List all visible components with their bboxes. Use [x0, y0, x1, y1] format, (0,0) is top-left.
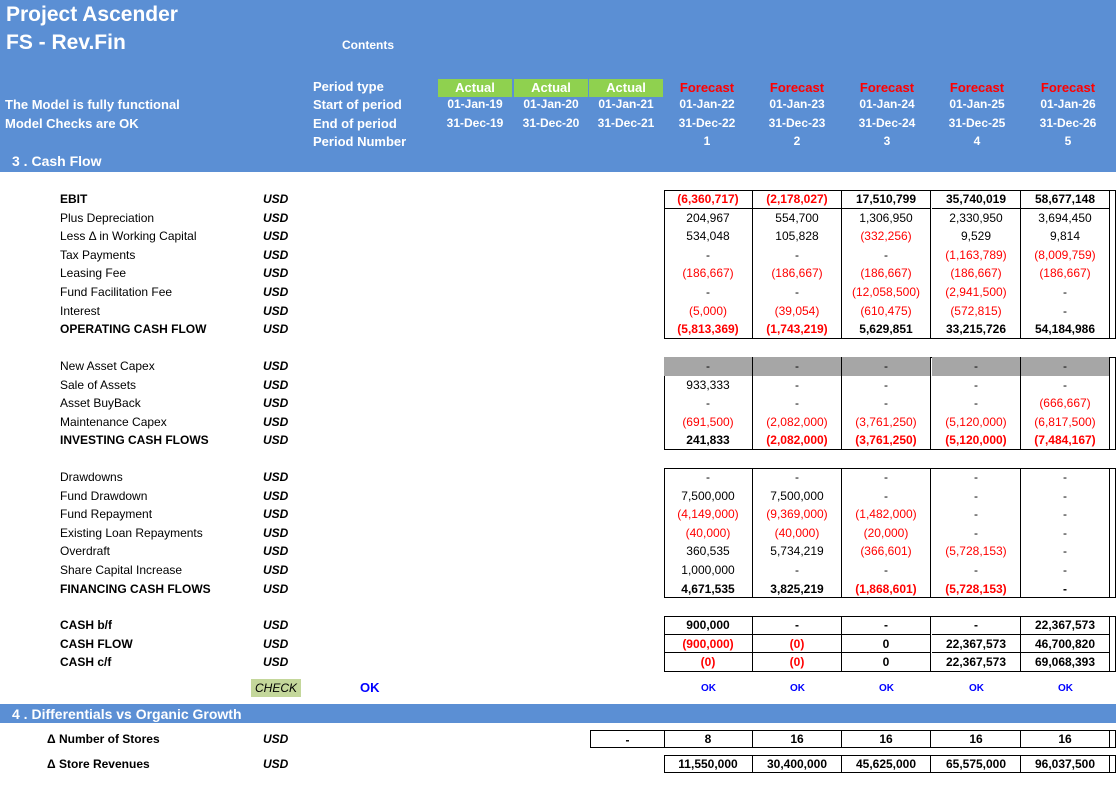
- value-cell: (40,000): [753, 524, 842, 543]
- period-end-cell: 31-Dec-20: [522, 116, 580, 130]
- row-label: CASH b/f: [60, 618, 112, 632]
- value-cell: -: [1021, 376, 1110, 395]
- value-cell: 933,333: [664, 376, 753, 395]
- value-cell: -: [842, 394, 931, 413]
- row-label: Plus Depreciation: [60, 210, 155, 225]
- value-cell: 16: [753, 730, 842, 748]
- row-label: CASH FLOW: [60, 636, 133, 651]
- value-cell: 105,828: [753, 227, 842, 246]
- unit-label: USD: [263, 377, 289, 392]
- value-cell: 2,330,950: [932, 209, 1021, 228]
- unit-label: USD: [263, 488, 289, 503]
- value-cell: 45,625,000: [842, 755, 931, 773]
- value-cell: (332,256): [842, 227, 931, 246]
- value-cell: -: [1021, 283, 1110, 302]
- end-of-period-label: End of period: [313, 116, 397, 131]
- row-label: Less Δ in Working Capital: [60, 229, 197, 244]
- value-cell: 241,833: [664, 431, 753, 450]
- model-checks-status: Model Checks are OK: [5, 116, 139, 131]
- check-badge: CHECK: [251, 679, 301, 697]
- row-label: Sale of Assets: [60, 377, 137, 392]
- value-cell: -: [842, 357, 931, 376]
- unit-label: USD: [263, 636, 289, 651]
- value-cell: 900,000: [664, 616, 753, 635]
- period-number-label: Period Number: [313, 134, 407, 149]
- value-cell: -: [932, 376, 1021, 395]
- value-cell: 22,367,573: [932, 653, 1021, 672]
- value-cell: (2,082,000): [753, 413, 842, 432]
- period-number-cell: 2: [793, 134, 801, 148]
- value-cell: (666,667): [1021, 394, 1110, 413]
- value-cell: (2,941,500): [932, 283, 1021, 302]
- pre-value-cell: -: [590, 730, 665, 748]
- value-cell: (40,000): [664, 524, 753, 543]
- unit-label: USD: [263, 229, 289, 244]
- value-cell: (1,868,601): [842, 580, 931, 599]
- value-cell: (1,482,000): [842, 505, 931, 524]
- value-cell: 11,550,000: [664, 755, 753, 773]
- value-cell: 69,068,393: [1021, 653, 1110, 672]
- value-cell: -: [842, 376, 931, 395]
- period-end-cell: 31-Dec-23: [768, 116, 826, 130]
- value-cell: -: [664, 468, 753, 487]
- value-cell: 96,037,500: [1021, 755, 1110, 773]
- period-number-cell: 1: [703, 134, 711, 148]
- value-cell: (6,360,717): [664, 190, 753, 209]
- period-end-cell: 31-Dec-24: [858, 116, 916, 130]
- period-end-cell: 31-Dec-19: [446, 116, 504, 130]
- value-cell: 30,400,000: [753, 755, 842, 773]
- period-number-cell: 3: [883, 134, 891, 148]
- check-status: OK: [360, 680, 380, 695]
- value-cell: (5,728,153): [932, 542, 1021, 561]
- value-cell: (0): [664, 653, 753, 672]
- value-cell: 554,700: [753, 209, 842, 228]
- period-start-cell: 01-Jan-21: [598, 97, 654, 111]
- value-cell: -: [1021, 487, 1110, 506]
- check-ok-cell: OK: [790, 683, 805, 694]
- value-cell: 22,367,573: [932, 635, 1021, 654]
- value-cell: -: [753, 468, 842, 487]
- value-cell: (4,149,000): [664, 505, 753, 524]
- value-cell: -: [842, 561, 931, 580]
- value-cell: 8: [664, 730, 753, 748]
- value-cell: (610,475): [842, 302, 931, 321]
- period-end-cell: 31-Dec-26: [1039, 116, 1097, 130]
- value-cell: -: [753, 246, 842, 265]
- value-cell: (12,058,500): [842, 283, 931, 302]
- unit-label: USD: [263, 414, 289, 429]
- check-ok-cell: OK: [1058, 683, 1073, 694]
- value-cell: -: [1021, 524, 1110, 543]
- value-cell: -: [932, 505, 1021, 524]
- value-cell: (186,667): [842, 264, 931, 283]
- value-cell: -: [753, 357, 842, 376]
- value-cell: 204,967: [664, 209, 753, 228]
- value-cell: (691,500): [664, 413, 753, 432]
- value-cell: -: [842, 487, 931, 506]
- value-cell: (2,178,027): [753, 190, 842, 209]
- value-cell: -: [753, 376, 842, 395]
- value-cell: 7,500,000: [753, 487, 842, 506]
- value-cell: (186,667): [753, 264, 842, 283]
- unit-label: USD: [263, 192, 289, 206]
- section-3-title: 3 . Cash Flow: [12, 153, 102, 169]
- value-cell: 58,677,148: [1021, 190, 1110, 209]
- model-status: The Model is fully functional: [5, 97, 180, 112]
- value-cell: (7,484,167): [1021, 431, 1110, 450]
- unit-label: USD: [263, 563, 289, 577]
- period-type-cell: Forecast: [769, 80, 825, 95]
- value-cell: 33,215,726: [932, 320, 1021, 339]
- unit-label: USD: [263, 507, 289, 522]
- value-cell: (1,163,789): [932, 246, 1021, 265]
- row-label: Leasing Fee: [60, 266, 127, 281]
- value-cell: 17,510,799: [842, 190, 931, 209]
- value-cell: -: [1021, 302, 1110, 321]
- value-cell: -: [932, 357, 1021, 376]
- value-cell: -: [932, 468, 1021, 487]
- period-start-cell: 01-Jan-24: [859, 97, 915, 111]
- value-cell: -: [1021, 561, 1110, 580]
- unit-label: USD: [263, 303, 289, 318]
- value-cell: -: [753, 616, 842, 635]
- value-cell: -: [664, 357, 753, 376]
- value-cell: 9,529: [932, 227, 1021, 246]
- value-cell: (3,761,250): [842, 431, 931, 450]
- value-cell: (3,761,250): [842, 413, 931, 432]
- row-label: Maintenance Capex: [60, 414, 167, 429]
- row-label: Interest: [60, 303, 101, 318]
- unit-label: USD: [263, 210, 289, 225]
- value-cell: (900,000): [664, 635, 753, 654]
- value-cell: -: [1021, 505, 1110, 524]
- value-cell: 16: [1021, 730, 1110, 748]
- value-cell: 534,048: [664, 227, 753, 246]
- unit-label: USD: [263, 322, 289, 337]
- value-cell: 5,629,851: [842, 320, 931, 339]
- value-cell: 5,734,219: [753, 542, 842, 561]
- value-cell: 35,740,019: [932, 190, 1021, 209]
- row-label: Drawdowns: [60, 470, 123, 484]
- period-start-cell: 01-Jan-22: [679, 97, 735, 111]
- period-type-cell: Actual: [438, 79, 512, 97]
- row-label: FINANCING CASH FLOWS: [60, 581, 211, 596]
- row-label: OPERATING CASH FLOW: [60, 322, 207, 337]
- period-number-cell: 5: [1064, 134, 1072, 148]
- value-cell: -: [932, 394, 1021, 413]
- value-cell: 360,535: [664, 542, 753, 561]
- period-start-cell: 01-Jan-26: [1040, 97, 1096, 111]
- check-ok-cell: OK: [701, 683, 716, 694]
- period-number-cell: 4: [973, 134, 981, 148]
- value-cell: -: [932, 524, 1021, 543]
- value-cell: -: [753, 283, 842, 302]
- value-cell: -: [1021, 580, 1110, 599]
- value-cell: -: [932, 561, 1021, 580]
- contents-link[interactable]: Contents: [342, 38, 394, 52]
- value-cell: 3,825,219: [753, 580, 842, 599]
- row-label: INVESTING CASH FLOWS: [60, 433, 209, 448]
- unit-label: USD: [263, 285, 289, 299]
- row-label: Δ Store Revenues: [47, 757, 150, 771]
- value-cell: -: [753, 394, 842, 413]
- row-label: Share Capital Increase: [60, 563, 183, 577]
- unit-label: USD: [263, 247, 289, 262]
- period-type-label: Period type: [313, 79, 384, 94]
- value-cell: (5,120,000): [932, 413, 1021, 432]
- period-end-cell: 31-Dec-25: [948, 116, 1006, 130]
- value-cell: (0): [753, 635, 842, 654]
- value-cell: 3,694,450: [1021, 209, 1110, 228]
- project-title: Project Ascender: [6, 3, 178, 26]
- value-cell: -: [664, 283, 753, 302]
- row-label: Asset BuyBack: [60, 396, 141, 411]
- unit-label: USD: [263, 544, 289, 559]
- value-cell: 16: [932, 730, 1021, 748]
- value-cell: (8,009,759): [1021, 246, 1110, 265]
- value-cell: -: [1021, 357, 1110, 376]
- row-label: Tax Payments: [60, 247, 136, 262]
- row-label: CASH c/f: [60, 655, 112, 670]
- value-cell: (5,728,153): [932, 580, 1021, 599]
- value-cell: (0): [753, 653, 842, 672]
- period-type-cell: Actual: [514, 79, 588, 97]
- row-label: Fund Facilitation Fee: [60, 285, 173, 299]
- value-cell: -: [932, 487, 1021, 506]
- period-type-cell: Forecast: [1040, 80, 1096, 95]
- value-cell: -: [753, 561, 842, 580]
- value-cell: 22,367,573: [1021, 616, 1110, 635]
- row-label: Overdraft: [60, 544, 111, 559]
- check-ok-cell: OK: [969, 683, 984, 694]
- row-label: Existing Loan Repayments: [60, 525, 203, 540]
- period-start-cell: 01-Jan-23: [769, 97, 825, 111]
- row-label: Fund Repayment: [60, 507, 153, 522]
- value-cell: (5,000): [664, 302, 753, 321]
- value-cell: (39,054): [753, 302, 842, 321]
- value-cell: (1,743,219): [753, 320, 842, 339]
- period-end-cell: 31-Dec-21: [597, 116, 655, 130]
- value-cell: (186,667): [932, 264, 1021, 283]
- value-cell: (5,813,369): [664, 320, 753, 339]
- value-cell: 9,814: [1021, 227, 1110, 246]
- value-cell: (186,667): [1021, 264, 1110, 283]
- value-cell: 4,671,535: [664, 580, 753, 599]
- section-4-title: 4 . Differentials vs Organic Growth: [12, 706, 242, 722]
- period-type-cell: Actual: [589, 79, 663, 97]
- unit-label: USD: [263, 732, 289, 746]
- value-cell: -: [842, 616, 931, 635]
- unit-label: USD: [263, 618, 289, 632]
- row-label: Fund Drawdown: [60, 488, 148, 503]
- value-cell: 46,700,820: [1021, 635, 1110, 654]
- period-start-cell: 01-Jan-19: [447, 97, 503, 111]
- value-cell: (572,815): [932, 302, 1021, 321]
- value-cell: (366,601): [842, 542, 931, 561]
- row-label: Δ Number of Stores: [47, 732, 160, 746]
- value-cell: (186,667): [664, 264, 753, 283]
- period-start-cell: 01-Jan-20: [523, 97, 579, 111]
- value-cell: 0: [842, 635, 931, 654]
- period-end-cell: 31-Dec-22: [678, 116, 736, 130]
- value-cell: -: [664, 394, 753, 413]
- period-type-cell: Forecast: [859, 80, 915, 95]
- period-type-cell: Forecast: [949, 80, 1005, 95]
- model-subtitle: FS - Rev.Fin: [6, 31, 126, 54]
- unit-label: USD: [263, 655, 289, 670]
- unit-label: USD: [263, 470, 289, 484]
- period-start-cell: 01-Jan-25: [949, 97, 1005, 111]
- unit-label: USD: [263, 359, 289, 373]
- unit-label: USD: [263, 757, 289, 771]
- row-label: EBIT: [60, 192, 88, 206]
- unit-label: USD: [263, 433, 289, 448]
- row-label: New Asset Capex: [60, 359, 155, 373]
- unit-label: USD: [263, 396, 289, 411]
- value-cell: -: [1021, 468, 1110, 487]
- unit-label: USD: [263, 266, 289, 281]
- value-cell: (20,000): [842, 524, 931, 543]
- value-cell: 1,306,950: [842, 209, 931, 228]
- check-ok-cell: OK: [879, 683, 894, 694]
- value-cell: 65,575,000: [932, 755, 1021, 773]
- value-cell: -: [842, 246, 931, 265]
- value-cell: (6,817,500): [1021, 413, 1110, 432]
- value-cell: 0: [842, 653, 931, 672]
- value-cell: 54,184,986: [1021, 320, 1110, 339]
- value-cell: (9,369,000): [753, 505, 842, 524]
- value-cell: (2,082,000): [753, 431, 842, 450]
- start-of-period-label: Start of period: [313, 97, 402, 112]
- unit-label: USD: [263, 581, 289, 596]
- value-cell: (5,120,000): [932, 431, 1021, 450]
- value-cell: -: [664, 246, 753, 265]
- unit-label: USD: [263, 525, 289, 540]
- value-cell: -: [932, 616, 1021, 635]
- value-cell: -: [1021, 542, 1110, 561]
- value-cell: -: [842, 468, 931, 487]
- value-cell: 7,500,000: [664, 487, 753, 506]
- period-type-cell: Forecast: [679, 80, 735, 95]
- value-cell: 1,000,000: [664, 561, 753, 580]
- value-cell: 16: [842, 730, 931, 748]
